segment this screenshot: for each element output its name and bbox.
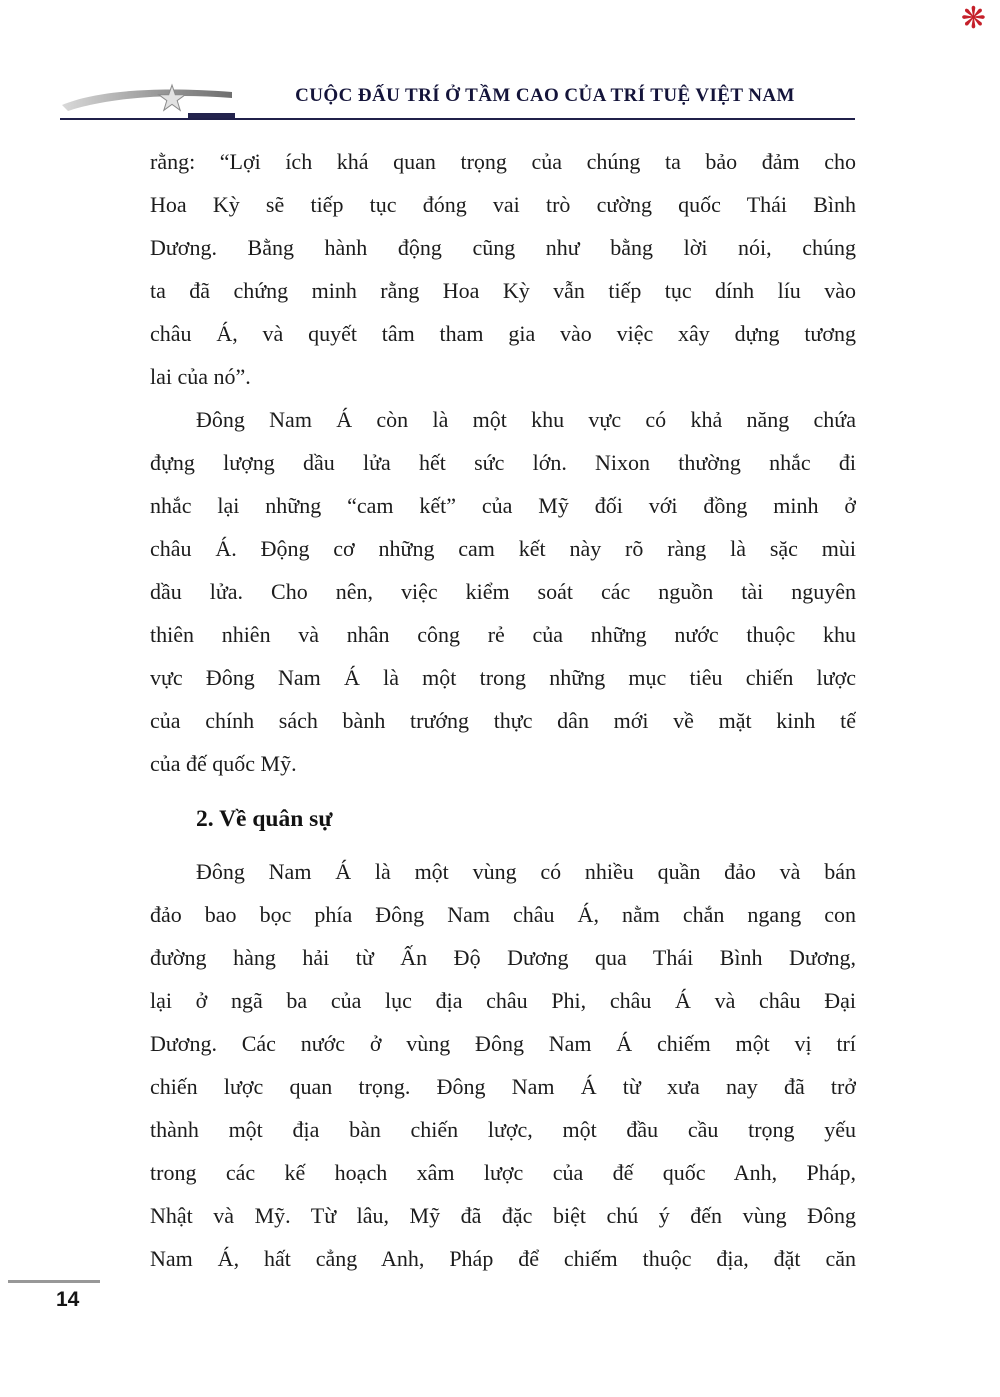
text-line: lại ở ngã ba của lục địa châu Phi, châu Á và châu Đại — [150, 988, 856, 1013]
text-line: Đông Nam Á là một vùng có nhiều quần đảo và bán — [196, 859, 856, 884]
corner-flower-icon: ❋ — [960, 2, 986, 35]
text-line: dầu lửa. Cho nên, việc kiểm soát các nguồn tài nguyên — [150, 579, 856, 604]
text-line: thành một địa bàn chiến lược, một đầu cầu trọng yếu — [150, 1117, 856, 1142]
text-line: Nam Á, hất cẳng Anh, Pháp để chiếm thuộc địa, đặt căn — [150, 1246, 856, 1271]
text-line: của đế quốc Mỹ. — [150, 751, 297, 776]
text-line: đựng lượng dầu lửa hết sức lớn. Nixon thường nhắc đi — [150, 450, 856, 475]
text-line: lai của nó”. — [150, 364, 251, 389]
paragraph — [150, 398, 856, 785]
running-head-title: CUỘC ĐẤU TRÍ Ở TẦM CAO CỦA TRÍ TUỆ VIỆT NAM — [295, 85, 795, 106]
text-line: trong các kế hoạch xâm lược của đế quốc Anh, Pháp, — [150, 1160, 856, 1185]
text-line: vực Đông Nam Á là một trong những mục tiêu chiến lược — [150, 665, 856, 690]
page-header — [60, 80, 855, 120]
text-line: đường hàng hải từ Ấn Độ Dương qua Thái Bình Dương, — [150, 945, 856, 970]
text-line: châu Á, và quyết tâm tham gia vào việc xây dựng tương — [150, 321, 856, 346]
text-line: Đông Nam Á còn là một khu vực có khả năng chứa — [196, 407, 856, 432]
star-swoosh-icon — [60, 83, 235, 119]
text-line: Hoa Kỳ sẽ tiếp tục đóng vai trò cường quốc Thái Bình — [150, 192, 856, 217]
text-line: Dương. Các nước ở vùng Đông Nam Á chiếm một vị trí — [150, 1031, 856, 1056]
page-number: 14 — [56, 1288, 80, 1311]
text-line: chiến lược quan trọng. Đông Nam Á từ xưa nay đã trở — [150, 1074, 856, 1099]
text-line: ta đã chứng minh rằng Hoa Kỳ vẫn tiếp tục dính líu vào — [150, 278, 856, 303]
text-line: đảo bao bọc phía Đông Nam châu Á, nằm chắn ngang con — [150, 902, 856, 927]
paragraph — [150, 140, 856, 398]
text-line: Nhật và Mỹ. Từ lâu, Mỹ đã đặc biệt chú ý đến vùng Đông — [150, 1203, 856, 1228]
paragraph — [150, 850, 856, 1280]
text-line: nhắc lại những “cam kết” của Mỹ đối với đồng minh ở — [150, 493, 856, 518]
page-footer — [8, 1280, 100, 1312]
text-line: thiên nhiên và nhân công rẻ của những nước thuộc khu — [150, 622, 856, 647]
text-line: Dương. Bằng hành động cũng như bằng lời nói, chúng — [150, 235, 856, 260]
text-line: của chính sách bành trướng thực dân mới về mặt kinh tế — [150, 708, 856, 733]
text-line: châu Á. Động cơ những cam kết này rõ ràng là sặc mùi — [150, 536, 856, 561]
section-heading: 2. Về quân sự — [196, 806, 333, 832]
text-line: rằng: “Lợi ích khá quan trọng của chúng ta bảo đảm cho — [150, 149, 856, 174]
text-blocks — [150, 140, 856, 1280]
